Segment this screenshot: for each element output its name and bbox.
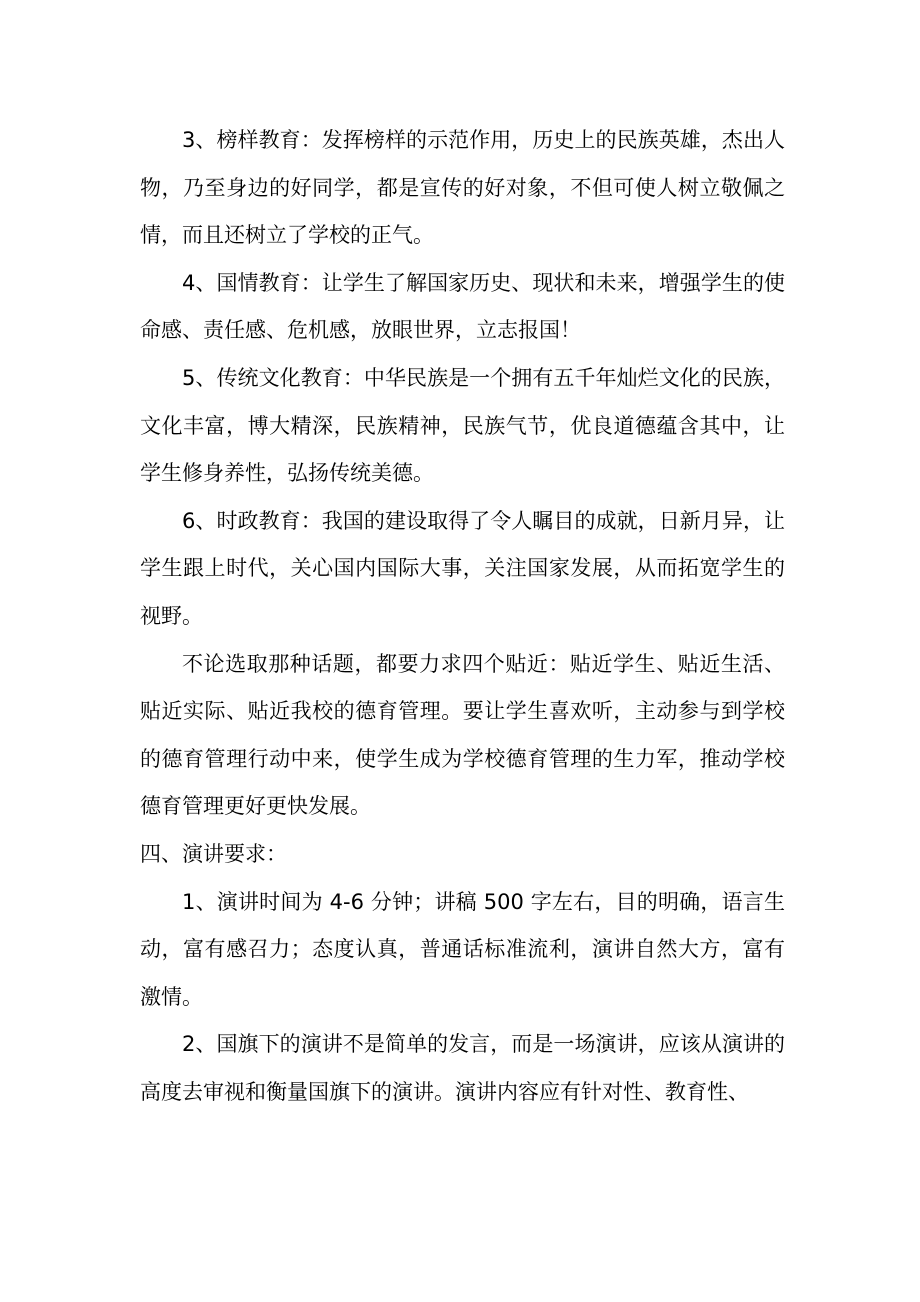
paragraph-traditional-culture-education: 5、传统文化教育：中华民族是一个拥有五千年灿烂文化的民族，文化丰富，博大精深，民族精神，民族气节，优良道德蕴含其中，让学生修身养性，弘扬传统美德。: [140, 365, 785, 486]
paragraph-requirement-1: 1、演讲时间为 4-6 分钟；讲稿 500 字左右，目的明确，语言生动，富有感召力；态度认真，普通话标准流利，演讲自然大方，富有激情。: [140, 889, 785, 1009]
paragraph-requirement-2: 2、国旗下的演讲不是简单的发言，而是一场演讲，应该从演讲的高度去审视和衡量国旗下的演讲。演讲内容应有针对性、教育性、: [140, 1032, 785, 1104]
paragraph-current-affairs-education: 6、时政教育：我国的建设取得了令人瞩目的成就，日新月异，让学生跟上时代，关心国内国际大事，关注国家发展，从而拓宽学生的视野。: [140, 508, 785, 628]
paragraph-topic-guidance: 不论选取那种话题，都要力求四个贴近：贴近学生、贴近生活、贴近实际、贴近我校的德育管理。要让学生喜欢听，主动参与到学校的德育管理行动中来，使学生成为学校德育管理的生力军，推动学校德育管理更好更快发展。: [140, 651, 785, 819]
document-body: [140, 117, 785, 1116]
paragraph-national-conditions-education: 4、国情教育：让学生了解国家历史、现状和未来，增强学生的使命感、责任感、危机感，放眼世界，立志报国！: [140, 270, 785, 343]
paragraph-role-model-education: 3、榜样教育：发挥榜样的示范作用，历史上的民族英雄，杰出人物，乃至身边的好同学，都是宣传的好对象，不但可使人树立敬佩之情，而且还树立了学校的正气。: [140, 128, 785, 248]
section-heading-speech-requirements: 四、演讲要求：: [140, 841, 287, 866]
